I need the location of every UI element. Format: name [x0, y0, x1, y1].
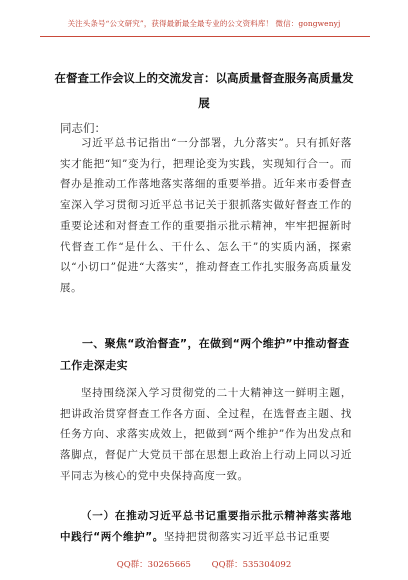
- paragraph-1: 习近平总书记指出“一分部署，九分落实”。只有抓好落实才能把“知”变为行，把理论变为实践，实现知行合一。而督办是推动工作落地落实落细的重要举措。近年来市委督查室深入学习贯彻习近平总书记关于狠抓落实做好督查工作的重要论述和对督查工作的重要指示批示精神，牢牢把握新时代督查工作“是什么、干什么、怎么干”的实质内涵，探索以“小切口”促进“大落实”，推动督查工作扎实服务高质量发展。: [60, 137, 352, 294]
- paragraph-2: 坚持围绕深入学习贯彻党的二十大精神这一鲜明主题，把讲政治贯穿督查工作各方面、全过程，在选督查主题、找任务方向、求落实成效上，把做到“两个维护”作为出发点和落脚点，督促广大党员干部在思想上政治上行动上同以习近平同志为核心的党中央保持高度一致。: [60, 387, 352, 482]
- subsection-heading-1: （一）在推动习近平总书记重要指示批示精神落实落地中践行“两个维护”。: [60, 510, 352, 543]
- salutation: 同志们：: [60, 121, 106, 135]
- qq-group-1: QQ群：30265665: [116, 560, 191, 570]
- document-title: 在督查工作会议上的交流发言：以高质量督查服务高质量发展: [54, 71, 354, 110]
- header-divider: [40, 36, 370, 37]
- paragraph-3-text: 坚持把贯彻落实习近平总书记重要: [163, 531, 331, 543]
- section-heading-1: 一、聚焦“政治督查”，在做到“两个维护”中推动督查工作走深走实: [60, 337, 350, 372]
- qq-group-2: QQ群：535304092: [211, 560, 292, 570]
- promo-header: 关注头条号“公文研究”，获得最新最全最专业的公文资料库！ 微信：gongwenyj: [67, 19, 341, 28]
- footer: [0, 558, 408, 570]
- paragraph-3: [60, 506, 352, 548]
